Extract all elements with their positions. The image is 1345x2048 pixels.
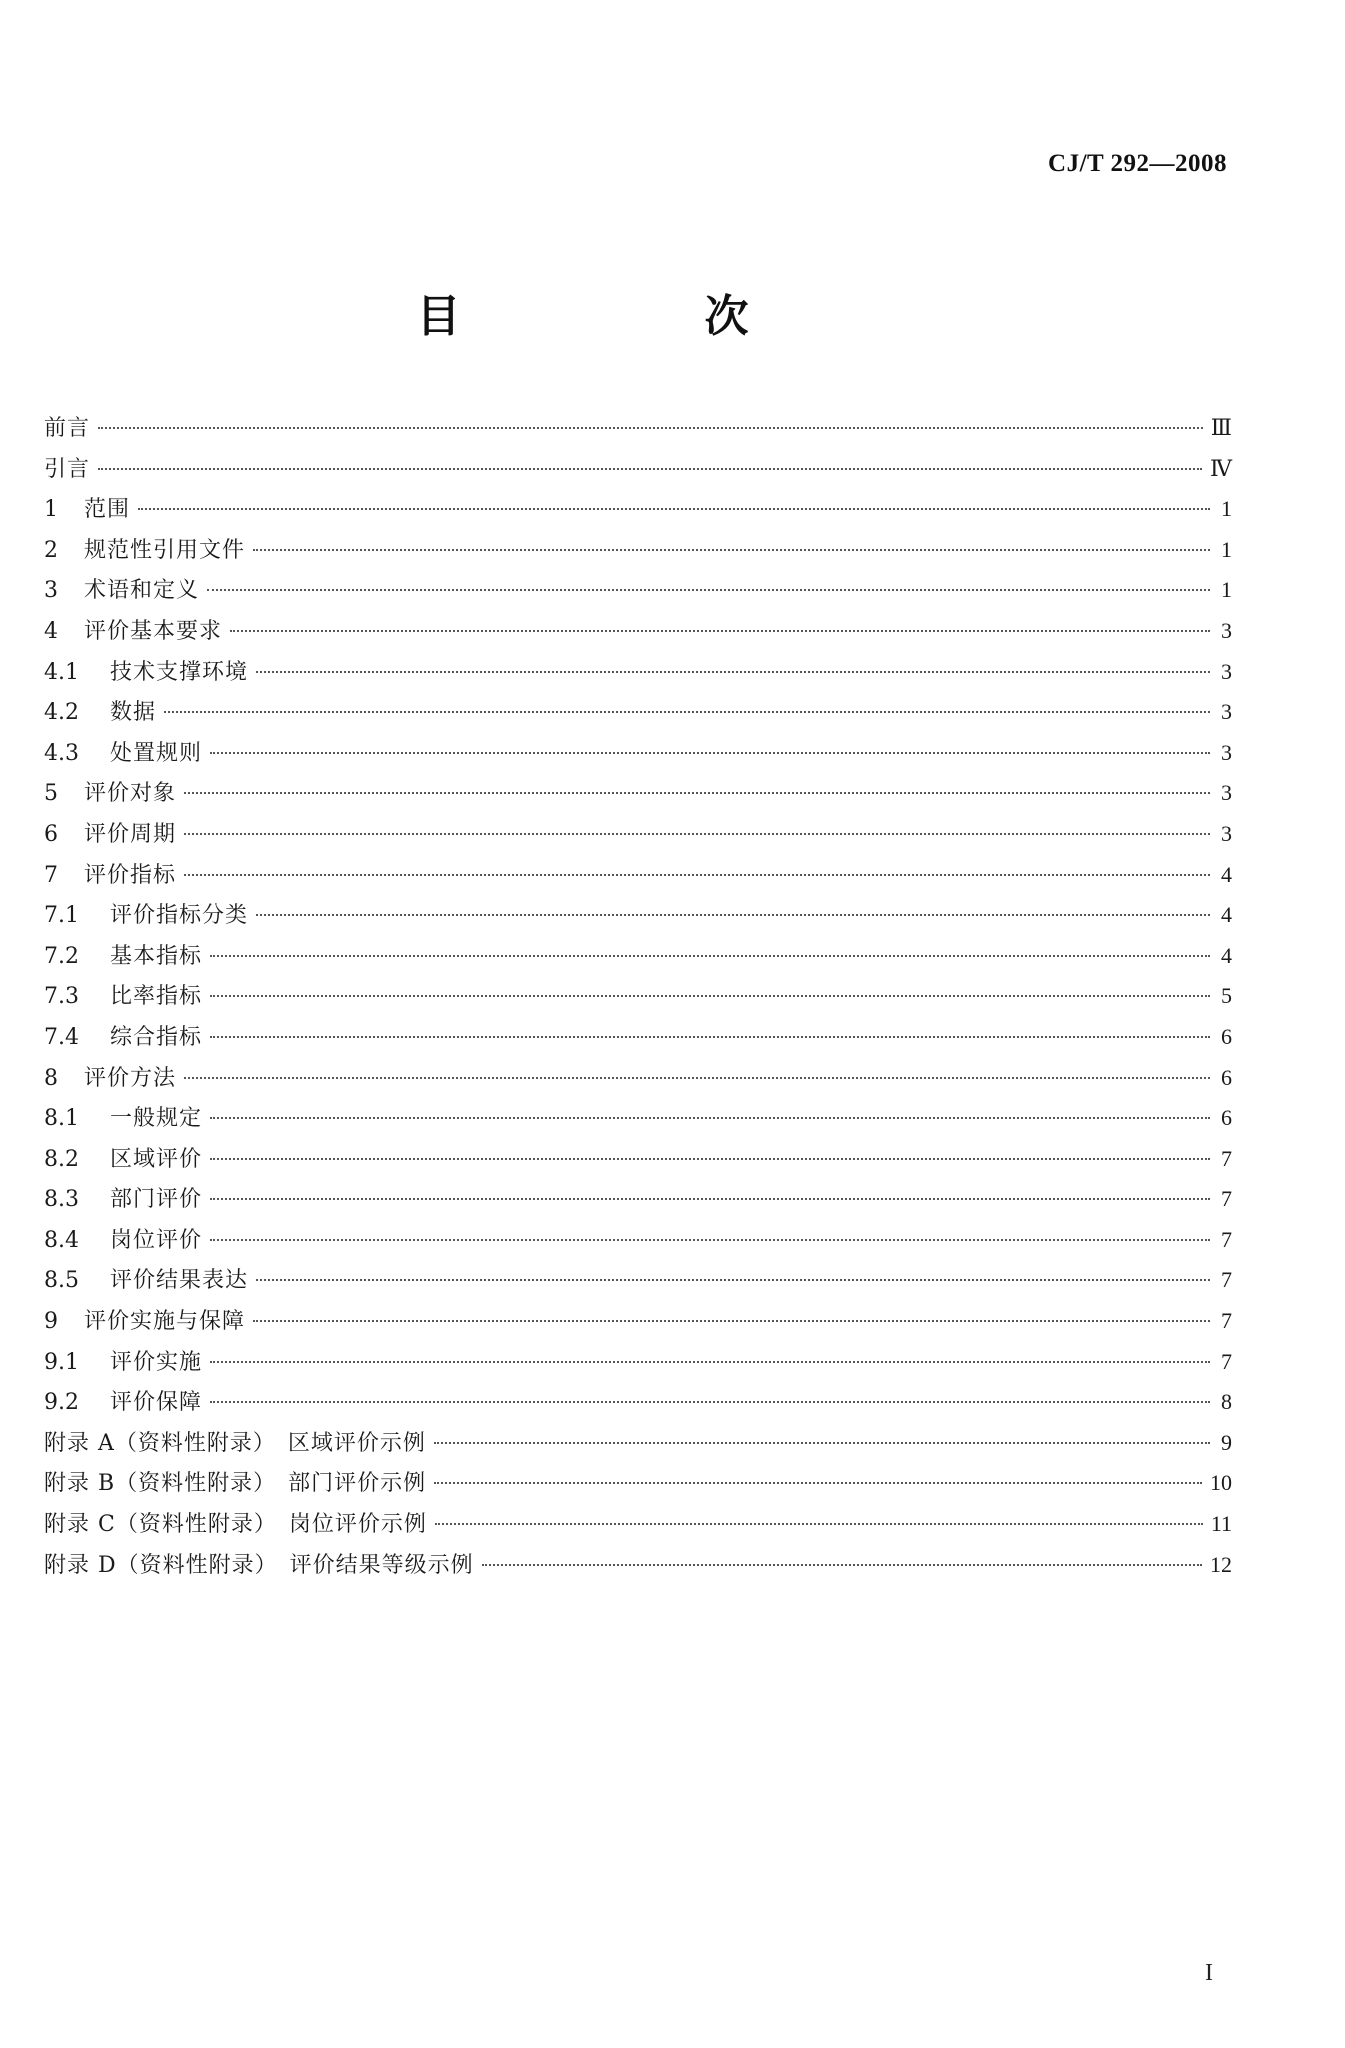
toc-entry-page: 3 [1221, 699, 1232, 725]
toc-entry-title: 附录 D（资料性附录） 评价结果等级示例 [44, 1552, 474, 1578]
dot-leader [230, 630, 1210, 632]
toc-entry-page: 4 [1221, 942, 1232, 968]
dot-leader [253, 1320, 1210, 1322]
dot-leader [435, 1523, 1203, 1525]
toc-title: 目 次 [416, 291, 849, 342]
toc-entry-page: 6 [1221, 1064, 1232, 1090]
toc-entry-number: 8 [44, 1065, 58, 1091]
toc-entry-number: 4.1 [44, 659, 79, 685]
toc-entry-page: 7 [1221, 1308, 1232, 1334]
toc-entry-title: 部门评价 [110, 1187, 203, 1213]
toc-entry[interactable] [44, 530, 1232, 571]
toc-entry[interactable] [44, 1504, 1232, 1545]
toc-entry-title: 评价实施与保障 [84, 1309, 246, 1335]
dot-leader [184, 1077, 1210, 1079]
toc-entry-number: 9.2 [44, 1390, 79, 1416]
dot-leader [256, 914, 1210, 916]
toc-entry-title: 数据 [110, 700, 157, 726]
toc-entry-page: 6 [1221, 1105, 1232, 1131]
page-number: I [1205, 1960, 1213, 1986]
dot-leader [210, 1361, 1210, 1363]
toc-entry-number: 5 [44, 781, 58, 807]
toc-entry-page: 3 [1221, 780, 1232, 806]
toc-entry-page: 1 [1221, 536, 1232, 562]
toc-entry[interactable] [44, 1342, 1232, 1383]
toc-entry[interactable] [44, 773, 1232, 814]
dot-leader [256, 671, 1210, 673]
toc-entry-page: 6 [1221, 1023, 1232, 1049]
toc-entry-title: 评价周期 [84, 821, 177, 847]
toc-entry-title: 处置规则 [110, 740, 203, 766]
toc-entry-number: 8.3 [44, 1187, 79, 1213]
dot-leader [98, 427, 1203, 429]
toc-entry-page: 10 [1210, 1470, 1232, 1496]
dot-leader [207, 589, 1210, 591]
toc-entry-title: 附录 C（资料性附录） 岗位评价示例 [44, 1512, 427, 1538]
toc-entry-title: 规范性引用文件 [84, 537, 246, 563]
toc-entry[interactable] [44, 976, 1232, 1017]
toc-entry[interactable] [44, 1179, 1232, 1220]
standard-code: CJ/T 292—2008 [1048, 150, 1227, 177]
toc-entry-title: 比率指标 [110, 984, 203, 1010]
toc-entry-title: 附录 B（资料性附录） 部门评价示例 [44, 1471, 427, 1497]
toc-entry-page: 7 [1221, 1186, 1232, 1212]
toc-entry-number: 1 [44, 497, 58, 523]
toc-entry-number: 6 [44, 821, 58, 847]
toc-entry-title: 评价保障 [110, 1390, 203, 1416]
toc-entry[interactable] [44, 1017, 1232, 1058]
dot-leader [253, 549, 1210, 551]
dot-leader [164, 711, 1210, 713]
toc-entry-page: Ⅲ [1210, 415, 1232, 440]
toc-entry-page: 4 [1221, 861, 1232, 887]
toc-entry-page: 7 [1221, 1348, 1232, 1374]
toc-entry-page: 9 [1221, 1429, 1232, 1455]
toc-entry[interactable] [44, 1260, 1232, 1301]
dot-leader [256, 1279, 1210, 1281]
toc-entry-number: 4.3 [44, 740, 79, 766]
toc-entry-page: 5 [1221, 983, 1232, 1009]
toc-entry-title: 引言 [44, 456, 91, 482]
toc-entry-page: 3 [1221, 739, 1232, 765]
toc-entry-number: 2 [44, 537, 58, 563]
toc-entry-number: 4 [44, 618, 58, 644]
toc-entry-title: 基本指标 [110, 943, 203, 969]
toc-entry-number: 8.2 [44, 1146, 79, 1172]
toc-entry[interactable] [44, 1382, 1232, 1423]
dot-leader [210, 1198, 1210, 1200]
dot-leader [184, 874, 1210, 876]
toc-entry[interactable] [44, 1463, 1232, 1504]
dot-leader [210, 1158, 1210, 1160]
toc-entry-title: 一般规定 [110, 1106, 203, 1132]
toc-entry[interactable] [44, 1220, 1232, 1261]
toc-entry[interactable] [44, 1058, 1232, 1099]
toc-entry-number: 4.2 [44, 700, 79, 726]
toc-entry-number: 7.3 [44, 984, 79, 1010]
toc-entry[interactable] [44, 408, 1232, 449]
toc-entry-number: 7 [44, 862, 58, 888]
toc-entry-page: Ⅳ [1210, 455, 1232, 481]
toc-entry-page: 3 [1221, 820, 1232, 846]
toc-entry-title: 评价指标 [84, 862, 177, 888]
toc-entry-title: 术语和定义 [84, 578, 200, 604]
toc-entry-title: 范围 [84, 497, 131, 523]
dot-leader [98, 468, 1202, 470]
toc-entry[interactable] [44, 1423, 1232, 1464]
toc-entry-number: 7.1 [44, 903, 79, 929]
dot-leader [184, 833, 1210, 835]
dot-leader [184, 792, 1210, 794]
toc-entry-title: 附录 A（资料性附录） 区域评价示例 [44, 1430, 426, 1456]
toc-entry-page: 12 [1210, 1551, 1232, 1577]
toc-entry[interactable] [44, 855, 1232, 896]
dot-leader [210, 955, 1210, 957]
toc-entry-title: 前言 [44, 416, 91, 441]
toc-entry[interactable] [44, 570, 1232, 611]
toc-entry[interactable] [44, 1098, 1232, 1139]
toc-entry[interactable] [44, 449, 1232, 490]
toc-entry[interactable] [44, 611, 1232, 652]
dot-leader [210, 995, 1210, 997]
toc-entry-title: 评价对象 [84, 781, 177, 807]
dot-leader [210, 1401, 1210, 1403]
toc-entry-title: 评价实施 [110, 1349, 203, 1375]
dot-leader [210, 1239, 1210, 1241]
toc-entry-page: 1 [1221, 496, 1232, 522]
toc-entry-page: 3 [1221, 658, 1232, 684]
toc-entry[interactable] [44, 1545, 1232, 1586]
toc-entry[interactable] [44, 814, 1232, 855]
table-of-contents [44, 408, 1232, 1585]
dot-leader [210, 1036, 1210, 1038]
toc-entry-title: 岗位评价 [110, 1227, 203, 1253]
dot-leader [210, 752, 1210, 754]
toc-entry-title: 区域评价 [110, 1146, 203, 1172]
toc-entry[interactable] [44, 1301, 1232, 1342]
toc-entry[interactable] [44, 652, 1232, 693]
toc-entry-page: 1 [1221, 577, 1232, 603]
dot-leader [210, 1117, 1210, 1119]
toc-entry-number: 8.5 [44, 1268, 79, 1294]
toc-entry-page: 7 [1221, 1267, 1232, 1293]
toc-entry[interactable] [44, 936, 1232, 977]
toc-entry-page: 7 [1221, 1145, 1232, 1171]
toc-entry[interactable] [44, 895, 1232, 936]
dot-leader [434, 1442, 1210, 1444]
toc-entry-number: 8.4 [44, 1227, 79, 1253]
dot-leader [138, 508, 1210, 510]
dot-leader [482, 1564, 1202, 1566]
toc-entry-title: 综合指标 [110, 1024, 203, 1050]
toc-entry[interactable] [44, 1139, 1232, 1180]
toc-entry-number: 8.1 [44, 1106, 79, 1132]
toc-entry-title: 评价方法 [84, 1065, 177, 1091]
toc-entry-page: 11 [1210, 1511, 1232, 1537]
toc-entry[interactable] [44, 733, 1232, 774]
toc-entry-title: 评价指标分类 [110, 903, 249, 929]
toc-entry-number: 3 [44, 578, 58, 604]
toc-entry-number: 7.4 [44, 1024, 79, 1050]
toc-entry-page: 7 [1221, 1226, 1232, 1252]
toc-entry-page: 3 [1221, 617, 1232, 643]
toc-entry-title: 技术支撑环境 [110, 659, 249, 685]
dot-leader [434, 1482, 1202, 1484]
toc-entry-title: 评价结果表达 [110, 1268, 249, 1294]
toc-entry-number: 9.1 [44, 1349, 79, 1375]
toc-entry-page: 8 [1221, 1389, 1232, 1415]
toc-entry[interactable] [44, 692, 1232, 733]
toc-entry[interactable] [44, 489, 1232, 530]
toc-entry-page: 4 [1221, 902, 1232, 928]
toc-entry-number: 9 [44, 1309, 58, 1335]
toc-entry-number: 7.2 [44, 943, 79, 969]
toc-entry-title: 评价基本要求 [84, 618, 223, 644]
